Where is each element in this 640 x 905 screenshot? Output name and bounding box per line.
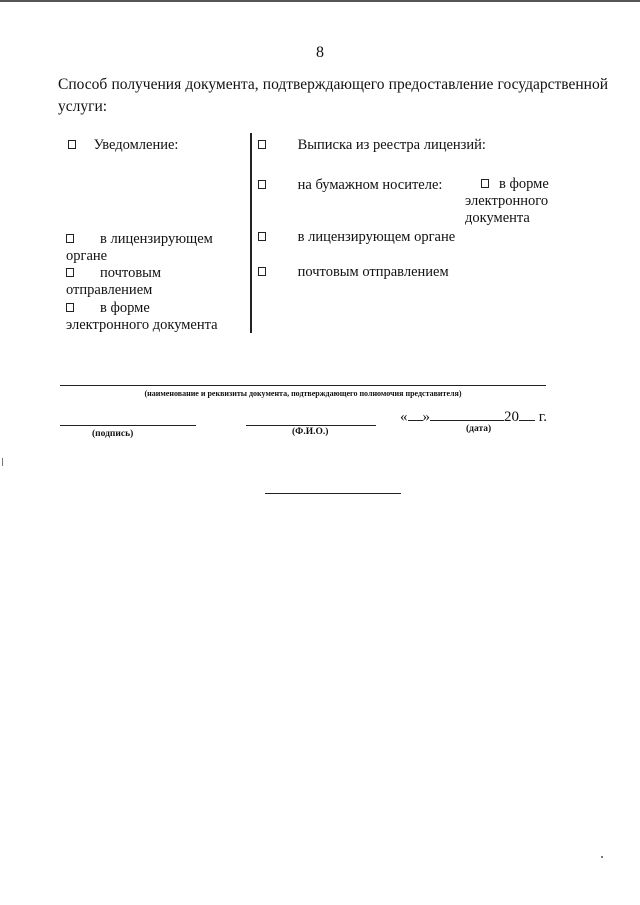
left-licensing-checkbox[interactable] — [66, 234, 74, 243]
right-option-electronic[interactable]: в форме электронного документа — [465, 176, 549, 226]
section-heading: Способ получения документа, подтверждающего предоставление государственной услуги: — [58, 76, 608, 115]
right-postal-checkbox[interactable] — [258, 267, 266, 276]
signature-caption: (подпись) — [92, 429, 134, 439]
closing-separator — [265, 493, 401, 494]
left-option-licensing-body[interactable]: в лицензирующем органе — [66, 231, 213, 264]
scan-speck — [601, 856, 603, 858]
representative-document-line[interactable] — [60, 385, 546, 386]
notification-option[interactable] — [68, 137, 178, 154]
left-electronic-checkbox[interactable] — [66, 303, 74, 312]
registry-extract-option[interactable] — [258, 137, 486, 154]
left-postal-checkbox[interactable] — [66, 268, 74, 277]
representative-document-caption: (наименование и реквизиты документа, подтверждающего полномочия представителя) — [144, 389, 462, 398]
date-field[interactable]: « » 20 г. — [400, 406, 547, 426]
month-blank[interactable] — [430, 406, 504, 421]
full-name-line[interactable] — [246, 425, 376, 426]
notification-checkbox[interactable] — [68, 140, 76, 149]
right-option-licensing-body[interactable]: в лицензирующем органе — [258, 229, 455, 246]
signature-line[interactable] — [60, 425, 196, 426]
registry-extract-label: Выписка из реестра лицензий: — [297, 137, 486, 153]
scan-speck — [2, 458, 3, 466]
full-name-caption: (Ф.И.О.) — [292, 427, 329, 437]
left-option-postal[interactable]: почтовым отправлением — [66, 265, 162, 298]
day-blank[interactable] — [408, 406, 423, 421]
column-divider — [250, 133, 252, 333]
left-option-electronic[interactable]: в форме электронного документа — [66, 300, 218, 333]
year-blank[interactable] — [519, 406, 535, 421]
right-paper-checkbox[interactable] — [258, 180, 266, 189]
right-option-paper[interactable]: на бумажном носителе: — [258, 177, 442, 194]
right-licensing-checkbox[interactable] — [258, 232, 266, 241]
page-number: 8 — [316, 44, 324, 61]
registry-extract-checkbox[interactable] — [258, 140, 266, 149]
right-option-postal[interactable]: почтовым отправлением — [258, 264, 449, 281]
date-caption: (дата) — [466, 424, 492, 434]
notification-label: Уведомление: — [93, 137, 179, 153]
right-electronic-checkbox[interactable] — [481, 179, 489, 188]
scan-edge — [0, 0, 640, 2]
